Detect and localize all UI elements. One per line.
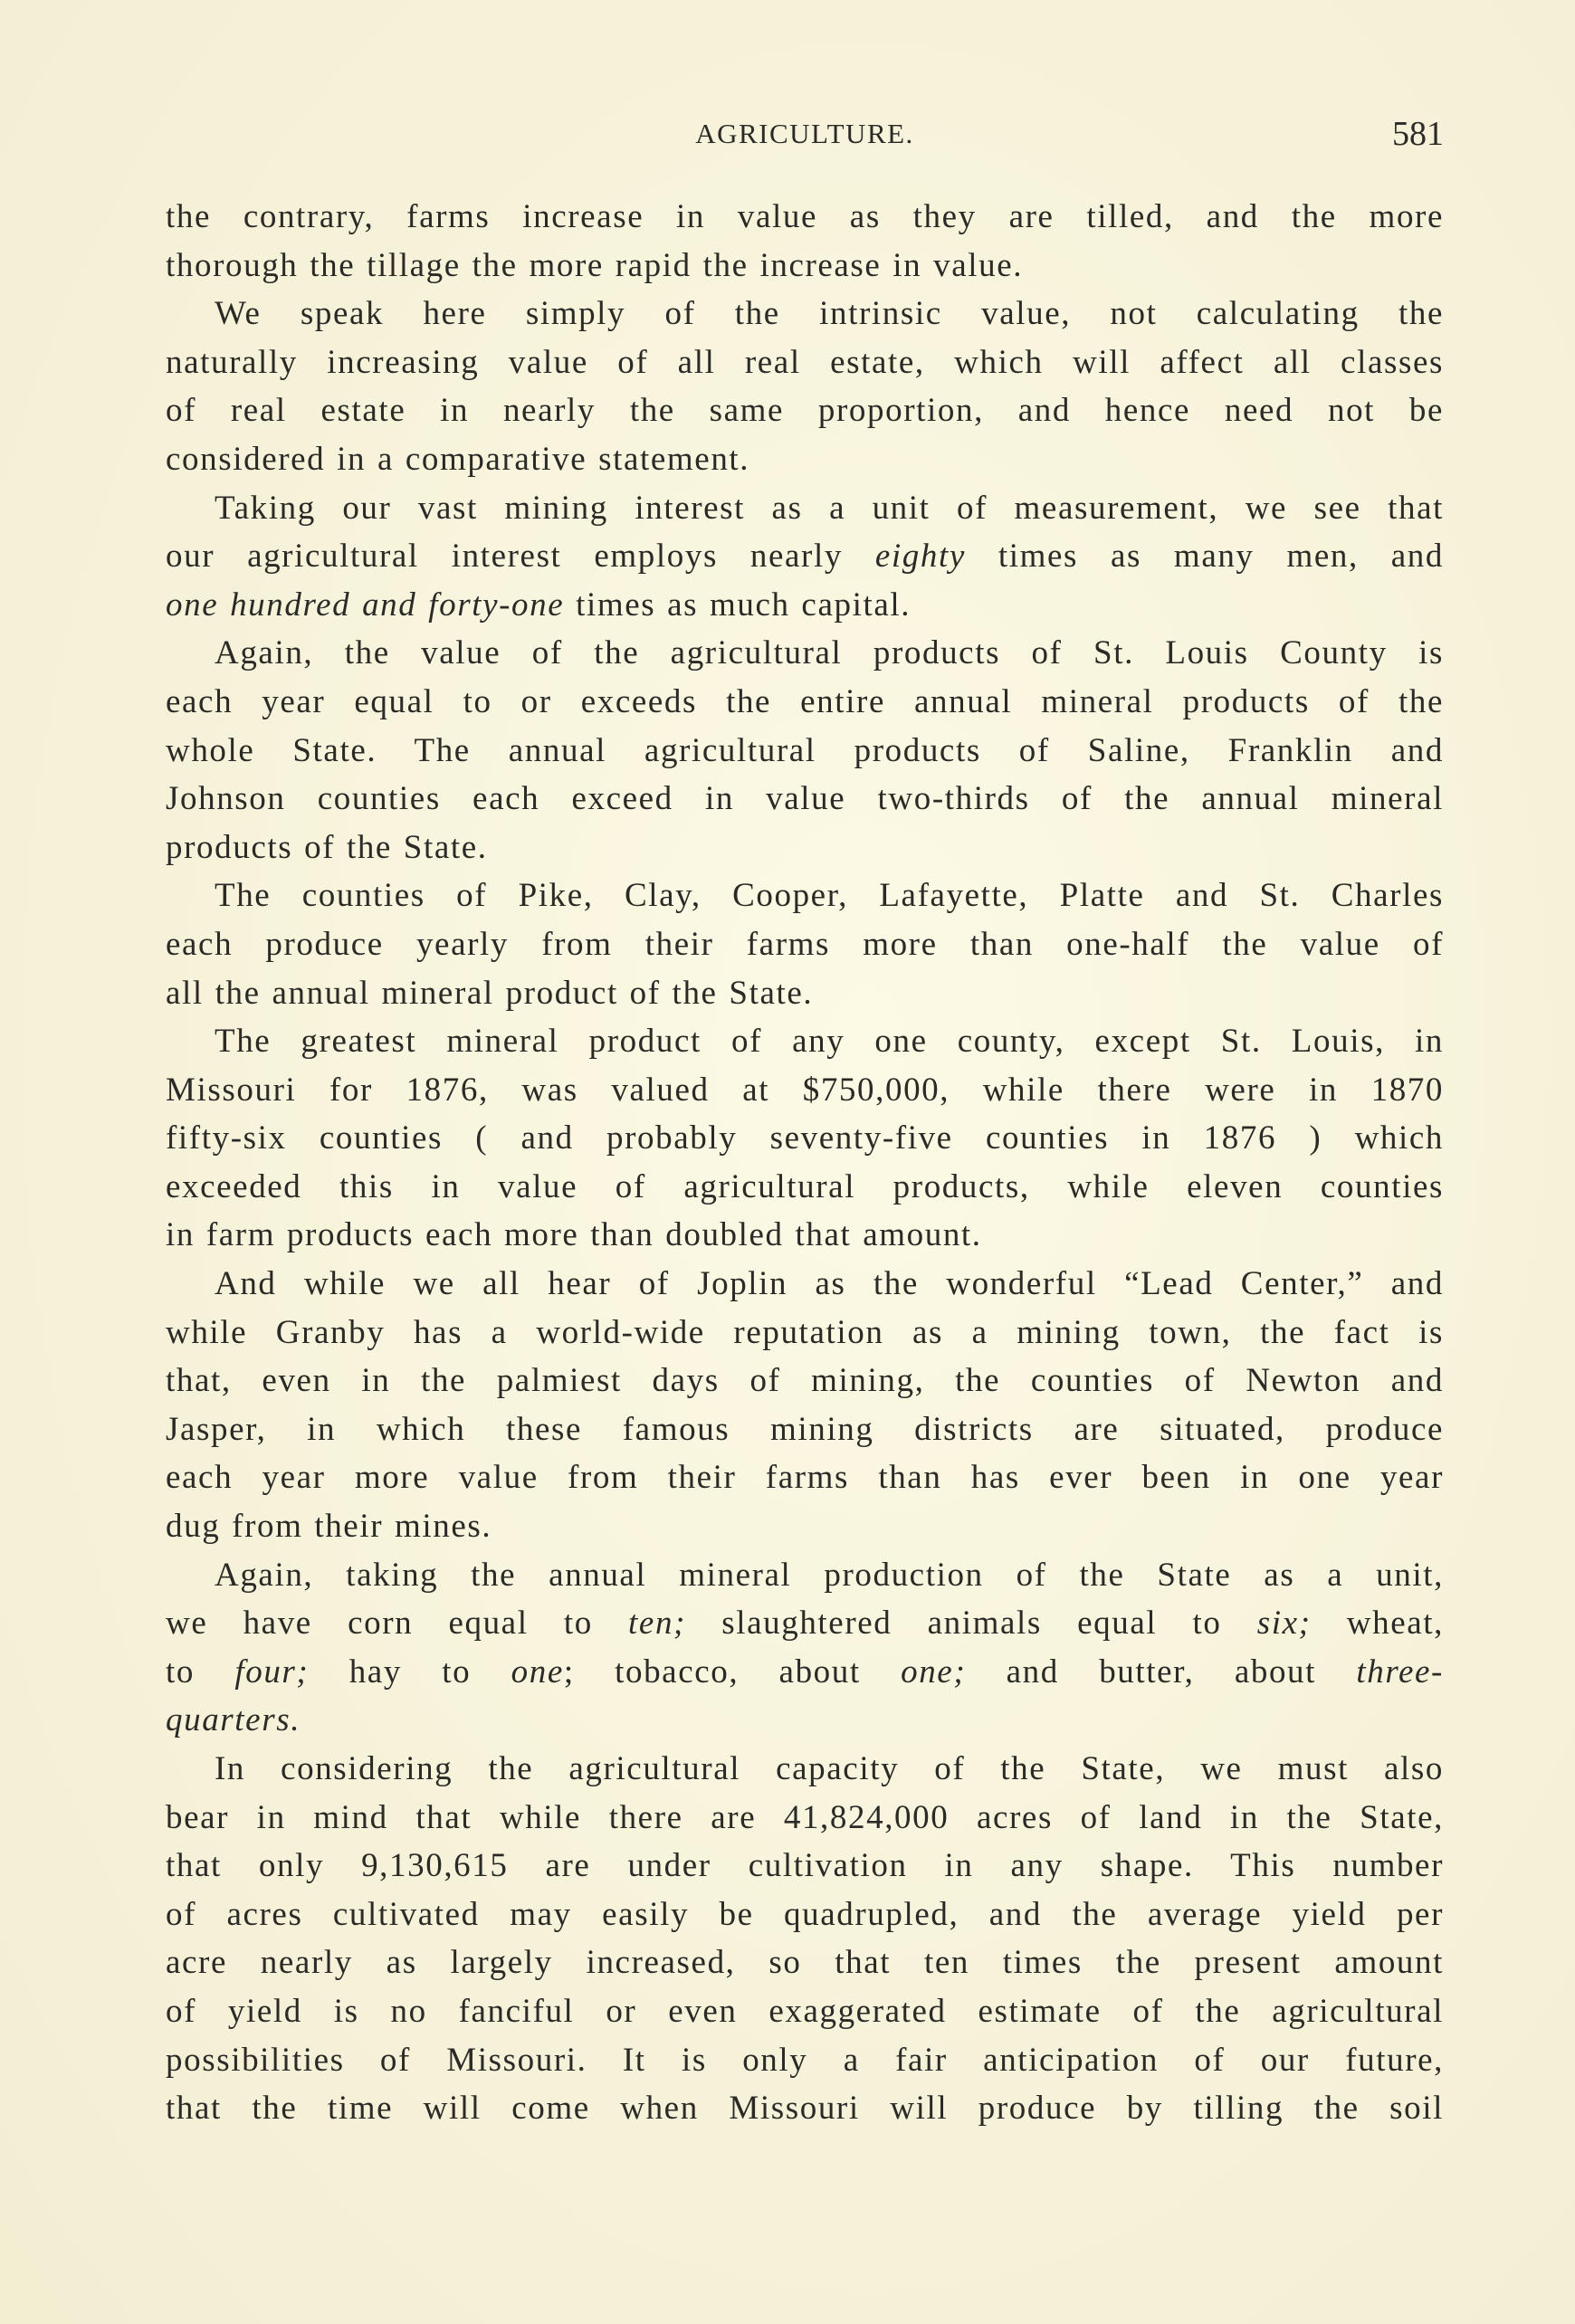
text-line: [166, 532, 1444, 581]
text-segment: slaughtered animals equal to: [685, 1605, 1257, 1643]
text-segment: whole State. The annual agricultural products of Saline, Franklin and: [166, 731, 1444, 769]
text-line: [166, 1891, 1444, 1939]
text-segment: dug from their mines.: [166, 1508, 492, 1546]
text-segment: fifty-six counties ( and probably seventy-five counties in 1876 ) which: [166, 1119, 1444, 1157]
text-line: [166, 1453, 1444, 1502]
italic-text: six;: [1256, 1605, 1312, 1643]
paragraph: [166, 193, 1444, 290]
text-line: [166, 2036, 1444, 2085]
text-line: [166, 824, 1444, 872]
page-number: 581: [1392, 115, 1444, 153]
text-segment: ; tobacco, about: [563, 1653, 902, 1691]
text-line: [166, 1309, 1444, 1357]
text-line: [166, 193, 1444, 242]
paragraph: [166, 1017, 1444, 1260]
text-line: [166, 1163, 1444, 1212]
italic-text: quarters.: [166, 1701, 301, 1739]
text-line: [166, 1017, 1444, 1066]
text-segment: considered in a comparative statement.: [166, 440, 750, 478]
text-line: [166, 1987, 1444, 2036]
text-segment: we have corn equal to: [166, 1605, 629, 1643]
text-segment: to: [166, 1653, 235, 1691]
text-line: [166, 1696, 1444, 1745]
text-segment: that the time will come when Missouri will produce by tilling the soil: [166, 2090, 1444, 2128]
text-segment: that, even in the palmiest days of mining, the counties of Newton and: [166, 1362, 1444, 1400]
text-segment: each year more value from their farms than has ever been in one year: [166, 1459, 1444, 1497]
text-segment: of yield is no fanciful or even exaggerated estimate of the agricultural: [166, 1992, 1444, 2030]
paragraph: [166, 629, 1444, 872]
text-segment: Again, the value of the agricultural products of St. Louis County is: [215, 634, 1444, 672]
text-line: [166, 338, 1444, 387]
text-segment: that only 9,130,615 are under cultivation in any shape. This number: [166, 1847, 1444, 1885]
text-line: [166, 581, 1444, 630]
text-segment: We speak here simply of the intrinsic value, not calculating the: [215, 295, 1444, 333]
text-line: [166, 920, 1444, 969]
text-line: [166, 435, 1444, 484]
text-line: [166, 969, 1444, 1018]
text-line: [166, 1405, 1444, 1454]
italic-text: ten;: [628, 1605, 686, 1643]
text-line: [166, 1357, 1444, 1405]
text-line: [166, 1599, 1444, 1648]
text-segment: all the annual mineral product of the State.: [166, 974, 814, 1012]
text-segment: In considering the agricultural capacity of the State, we must also: [215, 1750, 1444, 1787]
paragraph: [166, 290, 1444, 483]
italic-text: one hundred and forty-one: [166, 586, 565, 624]
text-segment: our agricultural interest employs nearly: [166, 538, 875, 576]
text-segment: Missouri for 1876, was valued at $750,000, while there were in 1870: [166, 1071, 1444, 1109]
italic-text: one: [511, 1653, 564, 1691]
text-segment: The counties of Pike, Clay, Cooper, Lafayette, Platte and St. Charles: [215, 877, 1444, 915]
text-line: [166, 1551, 1444, 1600]
text-segment: possibilities of Missouri. It is only a fair anticipation of our future,: [166, 2041, 1444, 2079]
paragraph: [166, 872, 1444, 1017]
paragraph: [166, 1260, 1444, 1551]
text-segment: while Granby has a world-wide reputation as a mining town, the fact is: [166, 1313, 1444, 1351]
text-segment: Taking our vast mining interest as a unit of measurement, we see that: [215, 489, 1444, 527]
text-segment: hay to: [309, 1653, 511, 1691]
text-segment: And while we all hear of Joplin as the wonderful “Lead Center,” and: [215, 1265, 1444, 1303]
text-segment: wheat,: [1311, 1605, 1444, 1643]
text-segment: the contrary, farms increase in value as they are tilled, and the more: [166, 198, 1444, 235]
text-line: [166, 629, 1444, 678]
text-line: [166, 484, 1444, 533]
text-segment: in farm products each more than doubled that amount.: [166, 1216, 982, 1254]
italic-text: one;: [901, 1653, 967, 1691]
text-segment: of real estate in nearly the same proportion, and hence need not be: [166, 392, 1444, 430]
text-segment: times as much capital.: [564, 586, 912, 624]
text-line: [166, 1114, 1444, 1163]
text-segment: times as many men, and: [965, 538, 1444, 576]
italic-text: four;: [234, 1653, 310, 1691]
text-line: [166, 1938, 1444, 1987]
text-line: [166, 1211, 1444, 1260]
text-segment: thorough the tillage the more rapid the increase in value.: [166, 246, 1024, 284]
text-segment: bear in mind that while there are 41,824,000 acres of land in the State,: [166, 1798, 1444, 1836]
text-line: [166, 386, 1444, 435]
text-segment: each year equal to or exceeds the entire annual mineral products of the: [166, 682, 1444, 720]
text-segment: naturally increasing value of all real estate, which will affect all classes: [166, 343, 1444, 381]
text-segment: acre nearly as largely increased, so that ten times the present amount: [166, 1944, 1444, 1982]
body-text: [166, 193, 1444, 2133]
page-header: [166, 114, 1444, 159]
text-segment: Johnson counties each exceed in value two-thirds of the annual mineral: [166, 780, 1444, 818]
text-segment: each produce yearly from their farms more than one-half the value of: [166, 925, 1444, 963]
text-line: [166, 775, 1444, 824]
text-line: [166, 1842, 1444, 1891]
text-segment: The greatest mineral product of any one county, except St. Louis, in: [215, 1023, 1444, 1061]
text-line: [166, 872, 1444, 920]
italic-text: eighty: [874, 538, 966, 576]
italic-text: three-: [1356, 1653, 1444, 1691]
text-line: [166, 1794, 1444, 1843]
text-line: [166, 1260, 1444, 1309]
text-segment: Jasper, in which these famous mining districts are situated, produce: [166, 1410, 1444, 1448]
text-segment: and butter, about: [966, 1653, 1357, 1691]
text-line: [166, 1648, 1444, 1697]
paragraph: [166, 1551, 1444, 1745]
text-line: [166, 678, 1444, 727]
paragraph: [166, 1745, 1444, 2133]
text-line: [166, 1745, 1444, 1794]
paragraph: [166, 484, 1444, 630]
text-segment: exceeded this in value of agricultural products, while eleven counties: [166, 1167, 1444, 1205]
text-line: [166, 2084, 1444, 2133]
text-line: [166, 242, 1444, 290]
text-line: [166, 1066, 1444, 1115]
text-line: [166, 1502, 1444, 1551]
running-head: AGRICULTURE.: [695, 118, 914, 149]
text-line: [166, 727, 1444, 776]
text-line: [166, 290, 1444, 338]
text-segment: of acres cultivated may easily be quadrupled, and the average yield per: [166, 1895, 1444, 1933]
text-segment: products of the State.: [166, 828, 488, 866]
text-segment: Again, taking the annual mineral production of the State as a unit,: [215, 1556, 1444, 1594]
